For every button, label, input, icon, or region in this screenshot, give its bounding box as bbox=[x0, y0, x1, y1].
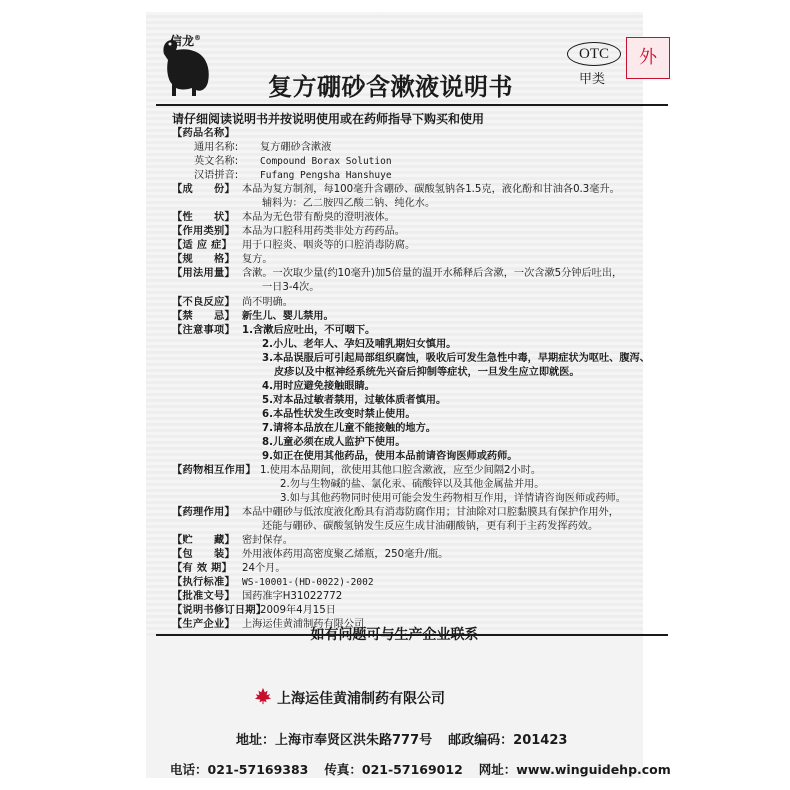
leaflet-content bbox=[146, 12, 671, 778]
interaction-item: 2.勿与生物碱的盐、氯化汞、硫酸锌以及其他金属盐并用。 bbox=[280, 479, 545, 490]
otc-badge: OTC bbox=[567, 42, 621, 66]
section-text: 复方。 bbox=[242, 254, 273, 265]
section-text: 2009年4月15日 bbox=[260, 605, 336, 616]
otc-class-label: 甲类 bbox=[579, 72, 606, 87]
validity-section bbox=[172, 562, 286, 576]
section-label: 【 执行标准 】 bbox=[172, 576, 242, 590]
storage-section bbox=[172, 534, 293, 548]
section-text: 外用液体药用高密度聚乙烯瓶，250毫升/瓶。 bbox=[242, 549, 449, 560]
field-label: 通用名称: bbox=[194, 142, 239, 153]
indications-section bbox=[172, 239, 415, 253]
excipients-text: 辅料为：乙二胺四乙酸二钠、纯化水。 bbox=[262, 198, 436, 209]
section-label: 【 说明书修订日期 】 bbox=[172, 604, 260, 618]
section-label: 【 用法用量 】 bbox=[172, 267, 242, 281]
english-name: Compound Borax Solution bbox=[260, 156, 392, 167]
section-label: 【 不良反应 】 bbox=[172, 296, 242, 310]
section-label: 【 包 装 】 bbox=[172, 548, 242, 562]
brand-logo-text bbox=[170, 32, 201, 49]
section-label: 【 注意事项 】 bbox=[172, 324, 242, 338]
standard-section bbox=[172, 576, 374, 590]
section-text: 24个月。 bbox=[242, 563, 286, 574]
precaution-item: 2.小儿、老年人、孕妇及哺乳期妇女慎用。 bbox=[262, 339, 457, 350]
footer-address bbox=[236, 729, 567, 748]
section-label: 【 禁 忌 】 bbox=[172, 310, 242, 324]
precautions-section bbox=[172, 324, 375, 338]
section-text: 本品为复方制剂，每100毫升含硼砂、碳酸氢钠各1.5克，液化酚和甘油各0.3毫升。 bbox=[242, 184, 620, 195]
contact-note: 如有问题可与生产企业联系 bbox=[310, 627, 479, 643]
section-text: 新生儿、婴儿禁用。 bbox=[242, 311, 334, 322]
leaflet-sheet bbox=[146, 12, 671, 778]
brand-name: 信龙 bbox=[170, 34, 195, 48]
field-label: 汉语拼音: bbox=[194, 170, 239, 181]
section-text: 密封保存。 bbox=[242, 535, 293, 546]
fax-value: 021-57169012 bbox=[361, 762, 463, 777]
pinyin-name: Fufang Pengsha Hanshuye bbox=[260, 170, 392, 181]
section-label: 【 性 状 】 bbox=[172, 211, 242, 225]
registered-mark: ® bbox=[194, 34, 202, 42]
section-label: 【 药物相互作用 】 bbox=[172, 464, 260, 478]
revision-date-section bbox=[172, 604, 336, 618]
fax-label: 传真： bbox=[324, 762, 362, 777]
section-text: 本品为无色带有酚臭的澄明液体。 bbox=[242, 212, 395, 223]
precaution-item: 7.请将本品放在儿童不能接触的地方。 bbox=[262, 423, 436, 434]
section-label: 【 成 份 】 bbox=[172, 183, 242, 197]
section-label: 【 批准文号 】 bbox=[172, 590, 242, 604]
pharmacology-section bbox=[172, 506, 619, 520]
pharmacology-text-continued: 还能与硼砂、碳酸氢钠发生反应生成甘油硼酸钠，更有利于主药发挥药效。 bbox=[262, 521, 599, 532]
precaution-item: 4.用时应避免接触眼睛。 bbox=[262, 381, 375, 392]
section-label: 【 生产企业 】 bbox=[172, 618, 242, 632]
section-label: 【 规 格 】 bbox=[172, 253, 242, 267]
appearance-section bbox=[172, 211, 395, 225]
address-label: 地址： bbox=[236, 733, 276, 748]
precaution-item: 3.本品误服后可引起局部组织腐蚀，吸收后可发生急性中毒，早期症状为呕吐、腹泻、 bbox=[262, 353, 650, 364]
precaution-item: 1.含漱后应吐出，不可咽下。 bbox=[242, 325, 376, 336]
dosage-text-continued: 一日3-4次。 bbox=[262, 282, 320, 293]
section-label: 【 适 应 症 】 bbox=[172, 239, 242, 253]
usage-warning: 请仔细阅读说明书并按说明使用或在药师指导下购买和使用 bbox=[172, 112, 485, 126]
postcode-value: 201423 bbox=[513, 733, 568, 748]
section-label: 【 贮 藏 】 bbox=[172, 534, 242, 548]
section-text: WS-10001-(HD-0022)-2002 bbox=[242, 577, 374, 588]
category-section bbox=[172, 225, 405, 239]
interaction-item: 3.如与其他药物同时使用可能会发生药物相互作用，详情请咨询医师或药师。 bbox=[280, 493, 626, 504]
precaution-item: 5.对本品过敏者禁用，过敏体质者慎用。 bbox=[262, 395, 447, 406]
field-label: 英文名称: bbox=[194, 156, 239, 167]
section-label: 【 药理作用 】 bbox=[172, 506, 242, 520]
section-label: 【 有 效 期 】 bbox=[172, 562, 242, 576]
interactions-section bbox=[172, 464, 541, 478]
precaution-item: 皮疹以及中枢神经系统先兴奋后抑制等症状，一旦发生应立即就医。 bbox=[274, 367, 580, 378]
generic-name: 复方硼砂含漱液 bbox=[260, 142, 332, 153]
generic-name-row bbox=[172, 141, 331, 155]
approval-section bbox=[172, 590, 342, 604]
english-name-row bbox=[172, 155, 392, 169]
web-label: 网址： bbox=[478, 762, 517, 777]
ingredients-section bbox=[172, 183, 620, 197]
section-text: 本品中硼砂与低浓度液化酚具有消毒防腐作用；甘油除对口腔黏膜具有保护作用外， bbox=[242, 507, 619, 518]
document-title: 复方硼砂含漱液说明书 bbox=[268, 73, 513, 101]
web-value: www.winguidehp.com bbox=[516, 762, 671, 777]
tel-label: 电话： bbox=[170, 762, 208, 777]
package-section bbox=[172, 548, 448, 562]
section-text: 国药准字H31022772 bbox=[242, 591, 343, 602]
precaution-item: 8.儿童必须在成人监护下使用。 bbox=[262, 437, 406, 448]
pinyin-name-row bbox=[172, 169, 392, 183]
section-text: 本品为口腔科用药类非处方药药品。 bbox=[242, 226, 405, 237]
precaution-item: 6.本品性状发生改变时禁止使用。 bbox=[262, 409, 416, 420]
postcode-label: 邮政编码： bbox=[448, 733, 514, 748]
tel-value: 021-57169383 bbox=[207, 762, 309, 777]
maple-leaf-icon bbox=[254, 687, 272, 705]
interaction-item: 1.使用本品期间，欲使用其他口腔含漱液，应至少间隔2小时。 bbox=[260, 465, 542, 476]
adverse-reactions-section bbox=[172, 296, 293, 310]
precaution-item: 9.如正在使用其他药品，使用本品前请咨询医师或药师。 bbox=[262, 451, 518, 462]
drug-name-section bbox=[172, 127, 242, 141]
section-text: 用于口腔炎、咽炎等的口腔消毒防腐。 bbox=[242, 240, 416, 251]
footer-contacts bbox=[170, 760, 671, 778]
address-value: 上海市奉贤区洪朱路777号 bbox=[275, 733, 433, 748]
section-text: 尚不明确。 bbox=[242, 297, 293, 308]
section-label: 【 作用类别 】 bbox=[172, 225, 242, 239]
title-divider bbox=[156, 104, 668, 106]
contraindications-section bbox=[172, 310, 334, 324]
external-use-badge: 外 bbox=[626, 37, 670, 79]
specification-section bbox=[172, 253, 273, 267]
footer-company: 上海运佳黄浦制药有限公司 bbox=[277, 691, 445, 707]
dosage-section bbox=[172, 267, 622, 281]
section-text: 上海运佳黄浦制药有限公司 bbox=[242, 619, 365, 630]
section-text: 含漱。一次取少量(约10毫升)加5倍量的温开水稀释后含漱，一次含漱5分钟后吐出， bbox=[242, 268, 623, 279]
section-label: 【 药品名称 】 bbox=[172, 127, 242, 141]
